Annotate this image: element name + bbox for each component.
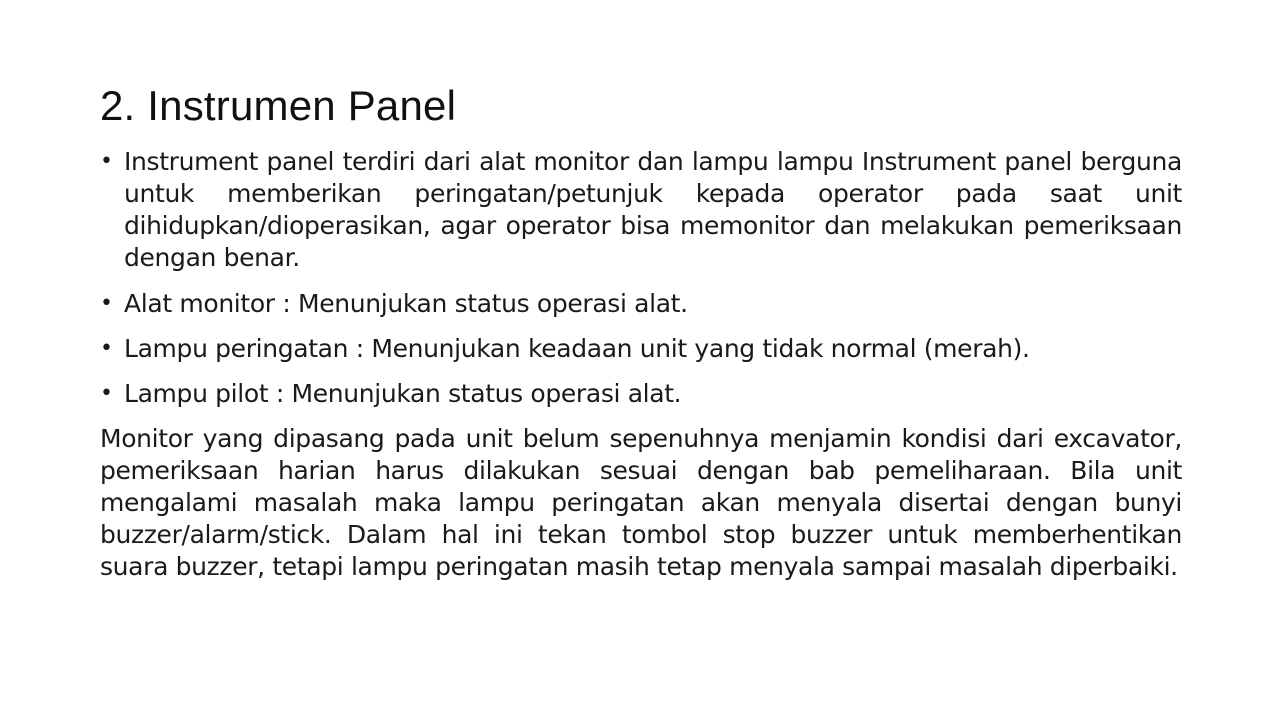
bullet-text: Lampu pilot : Menunjukan status operasi alat. xyxy=(124,379,682,408)
bullet-item-instrument-panel xyxy=(100,146,1182,274)
bullet-text: Lampu peringatan : Menunjukan keadaan unit yang tidak normal (merah). xyxy=(124,334,1030,363)
slide-title: 2. Instrumen Panel xyxy=(100,82,457,129)
bullet-text: Alat monitor : Menunjukan status operasi alat. xyxy=(124,289,688,318)
bullet-dot-icon: • xyxy=(100,336,113,361)
bullet-list xyxy=(100,146,1182,410)
bullet-dot-icon: • xyxy=(100,381,113,406)
bullet-item-lampu-peringatan xyxy=(100,333,1182,365)
bullet-dot-icon: • xyxy=(100,291,113,316)
bullet-dot-icon: • xyxy=(100,149,113,174)
bullet-text: Instrument panel terdiri dari alat monitor dan lampu lampu Instrument panel berguna untuk memberikan peringatan/petunjuk kepada operator pada saat unit dihidupkan/dioperasikan, agar operator bisa memonitor dan melakukan pemeriksaan dengan benar. xyxy=(124,147,1182,272)
slide-content xyxy=(100,146,1182,583)
bullet-item-alat-monitor xyxy=(100,288,1182,320)
bullet-item-lampu-pilot xyxy=(100,378,1182,410)
body-paragraph: Monitor yang dipasang pada unit belum sepenuhnya menjamin kondisi dari excavator, pemeriksaan harian harus dilakukan sesuai dengan bab pemeliharaan. Bila unit mengalami masalah maka lampu peringatan akan menyala disertai dengan bunyi buzzer/alarm/stick. Dalam hal ini tekan tombol stop buzzer untuk memberhentikan suara buzzer, tetapi lampu peringatan masih tetap menyala sampai masalah diperbaiki. xyxy=(100,424,1182,581)
